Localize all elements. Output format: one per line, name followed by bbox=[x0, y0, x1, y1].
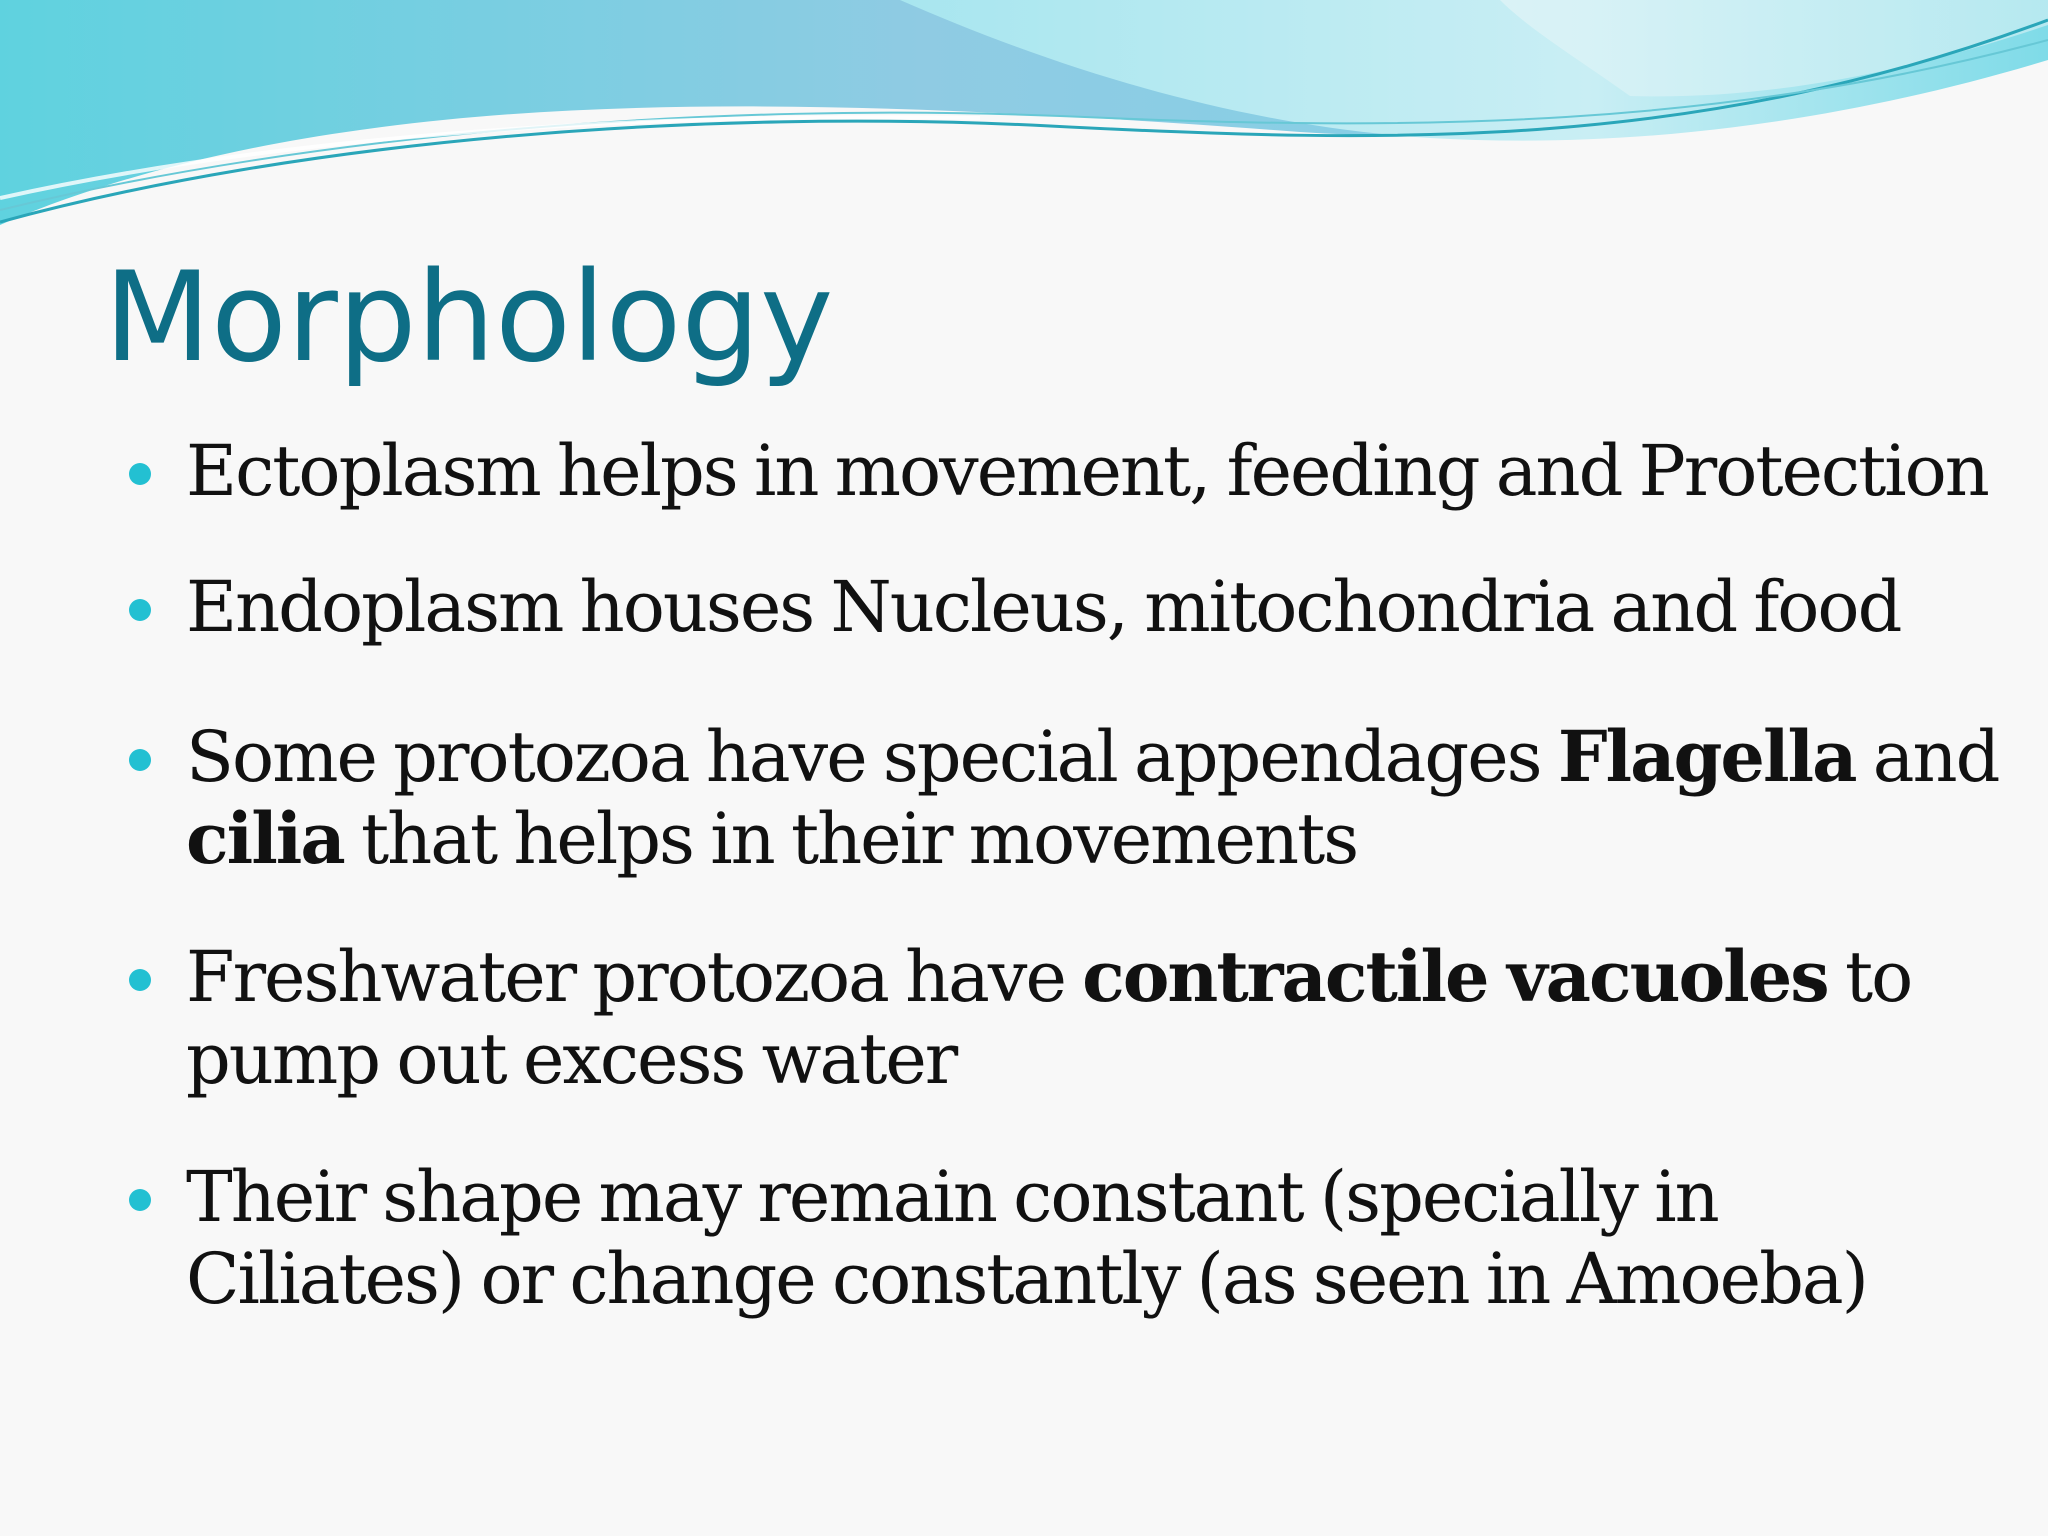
bullet-bold-term: Flagella bbox=[1557, 715, 1856, 798]
bullet-text-part: and bbox=[1855, 716, 1999, 798]
bullet-text-part: that helps in their movements bbox=[343, 798, 1358, 880]
bullet-dot-icon bbox=[129, 969, 151, 991]
bullet-item bbox=[124, 566, 2004, 648]
bullet-list bbox=[124, 430, 2004, 1320]
bullet-text-part: Some protozoa have special appendages bbox=[186, 716, 1558, 798]
bullet-text-part: to pump out excess water bbox=[186, 936, 1912, 1100]
bullet-text: Their shape may remain constant (specially in Ciliates) or change constantly (as seen in Amoeba) bbox=[186, 1156, 1867, 1320]
bullet-text: Endoplasm houses Nucleus, mitochondria and food bbox=[186, 566, 1901, 648]
bullet-dot-icon bbox=[129, 749, 151, 771]
bullet-text: Ectoplasm helps in movement, feeding and Protection bbox=[186, 430, 1988, 512]
slide-title: Morphology bbox=[104, 246, 834, 390]
bullet-text-part: Freshwater protozoa have bbox=[186, 936, 1083, 1018]
bullet-item bbox=[124, 936, 2004, 1100]
header-wave-decoration bbox=[0, 0, 2048, 240]
bullet-dot-icon bbox=[129, 463, 151, 485]
bullet-item bbox=[124, 430, 2004, 512]
bullet-item bbox=[124, 1156, 2004, 1320]
bullet-item bbox=[124, 716, 2004, 880]
bullet-dot-icon bbox=[129, 1189, 151, 1211]
bullet-bold-term: cilia bbox=[186, 797, 344, 880]
bullet-dot-icon bbox=[129, 599, 151, 621]
bullet-bold-term: contractile vacuoles bbox=[1082, 935, 1828, 1018]
